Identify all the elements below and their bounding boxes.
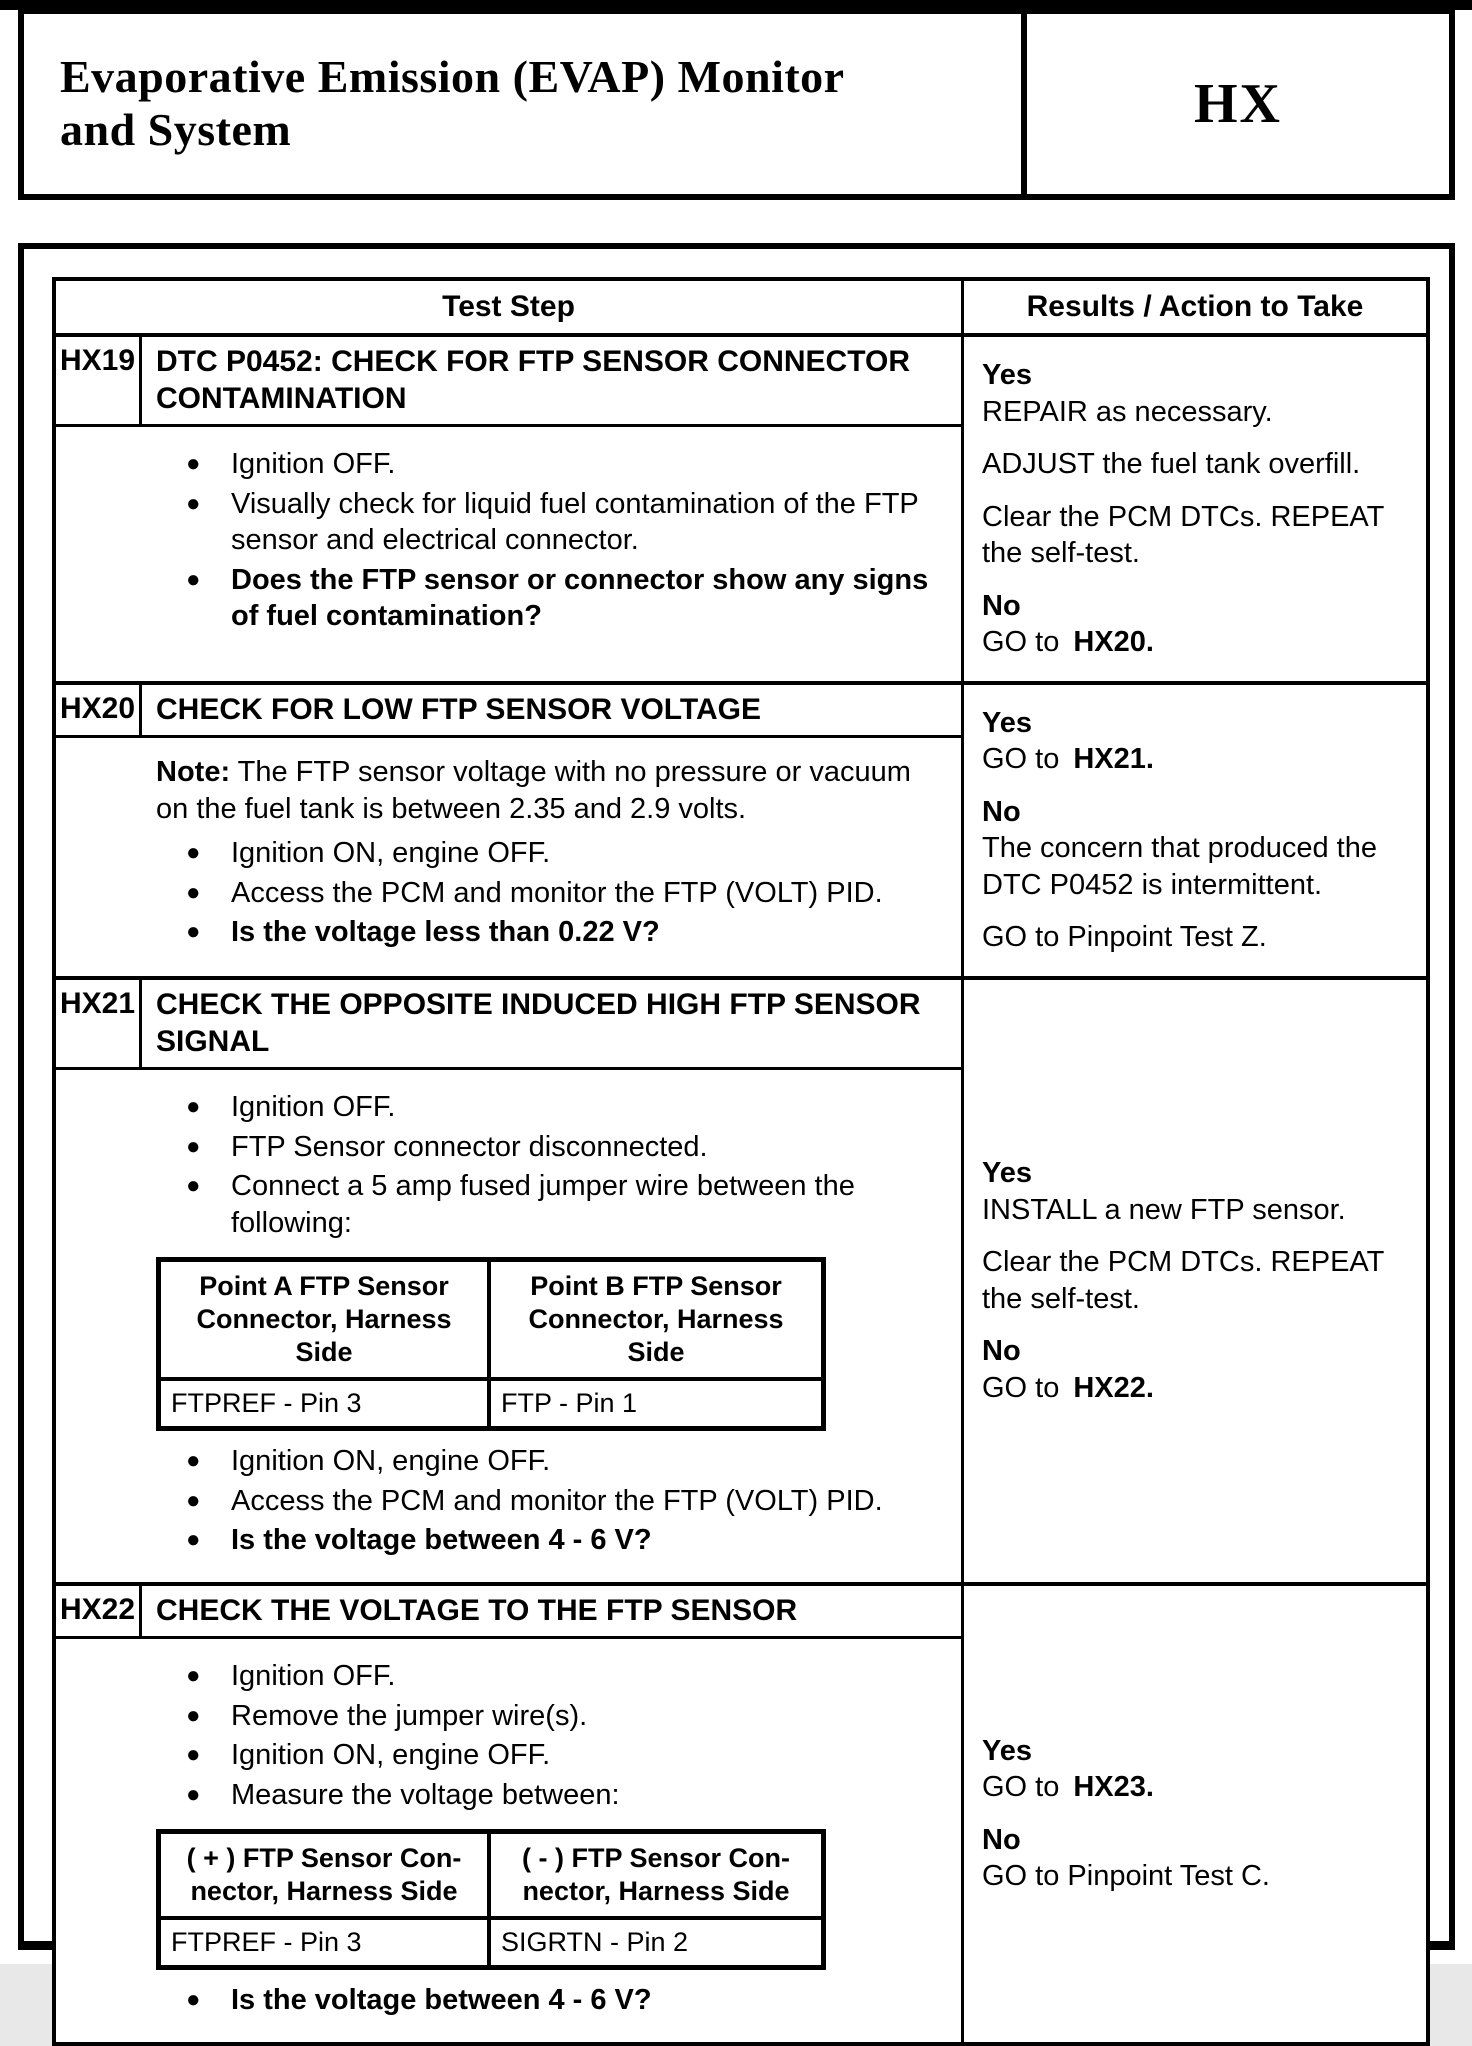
bullet-icon: ● [186, 450, 201, 478]
test-step-cell [56, 337, 964, 681]
no-label: No [982, 589, 1021, 622]
yes-result [982, 1733, 1414, 1806]
test-instructions [56, 1639, 961, 2041]
step-item: ● Measure the voltage between: [156, 1777, 945, 1814]
yes-result [982, 357, 1414, 430]
test-step-cell [56, 980, 964, 1582]
bullet-icon: ● [186, 1446, 201, 1474]
result-line: GO to Pinpoint Test C. [982, 1860, 1270, 1893]
bullet-icon: ● [186, 1662, 201, 1690]
no-label: No [982, 1823, 1021, 1856]
result-line: Clear the PCM DTCs. REPEAT the self-test. [982, 1246, 1384, 1315]
goto-line: GO to HX23. [982, 1771, 1154, 1804]
results-cell [964, 980, 1426, 1582]
no-result [982, 588, 1414, 661]
result-line: REPAIR as necessary. [982, 395, 1273, 428]
yes-result [982, 705, 1414, 778]
step-item: ● Ignition OFF. [156, 1089, 945, 1126]
voltage-positive-header: ( + ) FTP Sensor Con-nector, Harness Side [161, 1834, 491, 1916]
test-row-hx19 [56, 337, 1426, 685]
test-id: HX22 [56, 1586, 142, 1637]
results-cell [964, 1586, 1426, 2042]
page-title-cell [24, 14, 1021, 194]
bullet-icon: ● [186, 878, 201, 906]
test-title: CHECK FOR LOW FTP SENSOR VOLTAGE [156, 692, 762, 726]
jumper-col-a-header: Point A FTP Sensor Connector, Harness Side [161, 1262, 491, 1377]
test-row-hx22 [56, 1586, 1426, 2042]
bullet-icon: ● [186, 1741, 201, 1769]
test-title: CHECK THE VOLTAGE TO THE FTP SENSOR [156, 1593, 798, 1627]
voltage-measure-table [156, 1829, 826, 1970]
yes-result [982, 1155, 1414, 1228]
bullet-icon: ● [186, 565, 201, 593]
jumper-pin-b: FTP - Pin 1 [501, 1388, 638, 1419]
results-cell [964, 337, 1426, 681]
results-cell [964, 685, 1426, 976]
bullet-icon: ● [186, 1132, 201, 1160]
bullet-icon: ● [186, 1172, 201, 1200]
jumper-wire-table [156, 1257, 826, 1431]
no-label: No [982, 1335, 1021, 1368]
test-row-hx20 [56, 685, 1426, 980]
goto-line: GO to HX21. [982, 743, 1154, 776]
goto-target: HX23. [1073, 1771, 1154, 1804]
voltage-positive-pin: FTPREF - Pin 3 [161, 1920, 491, 1965]
yes-label: Yes [982, 706, 1032, 739]
bullet-icon: ● [186, 918, 201, 946]
bullet-icon: ● [186, 1780, 201, 1808]
test-title-row [56, 685, 961, 739]
result-line: The concern that produced the DTC P0452 is intermittent. [982, 832, 1377, 901]
bullet-icon: ● [186, 1701, 201, 1729]
content-frame [18, 243, 1455, 2017]
test-step-cell [56, 1586, 964, 2042]
test-id: HX20 [56, 685, 142, 736]
goto-line: GO to HX20. [982, 626, 1154, 659]
yes-label: Yes [982, 1734, 1032, 1767]
step-item: ● Access the PCM and monitor the FTP (VOLT) PID. [156, 875, 945, 912]
step-item: ● FTP Sensor connector disconnected. [156, 1129, 945, 1166]
no-result [982, 1333, 1414, 1406]
goto-target: HX20. [1073, 626, 1154, 659]
column-header-test-step: Test Step [56, 281, 964, 333]
test-id: HX19 [56, 337, 142, 424]
jumper-table-row [161, 1381, 821, 1426]
step-question: ● Does the FTP sensor or connector show any signs of fuel contamination? [156, 562, 945, 635]
pinpoint-test-table [52, 277, 1430, 2046]
step-item: ● Ignition ON, engine OFF. [156, 1443, 945, 1480]
step-item: ● Connect a 5 amp fused jumper wire between the following: [156, 1168, 945, 1241]
no-label: No [982, 795, 1021, 828]
jumper-pin-a: FTPREF - Pin 3 [161, 1381, 491, 1426]
step-item: ● Ignition ON, engine OFF. [156, 1737, 945, 1774]
bullet-icon: ● [186, 1526, 201, 1554]
result-line: Clear the PCM DTCs. REPEAT the self-test. [982, 500, 1384, 570]
result-line: INSTALL a new FTP sensor. [982, 1193, 1346, 1226]
test-instructions [56, 1070, 961, 1581]
no-result [982, 1822, 1414, 1895]
bullet-icon: ● [186, 1093, 201, 1121]
test-row-hx21 [56, 980, 1426, 1586]
result-line: ADJUST the fuel tank overfill. [982, 448, 1361, 481]
test-id: HX21 [56, 980, 142, 1067]
bullet-icon: ● [186, 489, 201, 517]
yes-label: Yes [982, 359, 1032, 391]
bullet-icon: ● [186, 1486, 201, 1514]
no-result [982, 794, 1414, 904]
step-question: ● Is the voltage less than 0.22 V? [156, 914, 945, 951]
bullet-icon: ● [186, 839, 201, 867]
note-line: Note: The FTP sensor voltage with no pressure or vacuum on the fuel tank is between 2.35 and 2.9 volts. [156, 756, 911, 825]
test-step-cell [56, 685, 964, 976]
test-instructions [56, 738, 961, 976]
test-title-row [56, 980, 961, 1070]
goto-target: HX22. [1073, 1371, 1154, 1404]
goto-line: GO to HX22. [982, 1371, 1154, 1404]
test-title: CHECK THE OPPOSITE INDUCED HIGH FTP SENSOR SIGNAL [156, 987, 921, 1058]
step-question: ● Is the voltage between 4 - 6 V? [156, 1522, 945, 1559]
step-item: ● Visually check for liquid fuel contamination of the FTP sensor and electrical connector. [156, 486, 945, 559]
test-title: DTC P0452: CHECK FOR FTP SENSOR CONNECTOR CONTAMINATION [156, 345, 910, 415]
step-question: ● Is the voltage between 4 - 6 V? [156, 1982, 945, 2019]
step-item: ● Remove the jumper wire(s). [156, 1698, 945, 1735]
voltage-negative-header: ( - ) FTP Sensor Con-nector, Harness Side [522, 1843, 790, 1907]
voltage-table-header [161, 1834, 821, 1920]
page-title: Evaporative Emission (EVAP) Monitor and System [60, 51, 844, 155]
step-item: ● Ignition ON, engine OFF. [156, 835, 945, 872]
test-code-cell [1021, 14, 1449, 194]
step-item: ● Ignition OFF. [156, 1658, 945, 1695]
goto-target: HX21. [1073, 743, 1154, 776]
test-title-row [56, 337, 961, 427]
test-instructions [56, 427, 961, 681]
yes-label: Yes [982, 1157, 1032, 1190]
pinpoint-test-code: HX [1194, 73, 1282, 135]
step-item: ● Access the PCM and monitor the FTP (VOLT) PID. [156, 1483, 945, 1520]
jumper-col-b-header: Point B FTP Sensor Connector, Harness Side [528, 1271, 784, 1368]
column-header-results: Results / Action to Take [1026, 290, 1364, 323]
bullet-icon: ● [186, 1986, 201, 2014]
step-item: ● Ignition OFF. [156, 446, 945, 483]
table-header-row [56, 281, 1426, 337]
note-label: Note: [156, 756, 231, 789]
result-line: GO to Pinpoint Test Z. [982, 921, 1267, 954]
jumper-table-header [161, 1262, 821, 1381]
voltage-table-row [161, 1920, 821, 1965]
voltage-negative-pin: SIGRTN - Pin 2 [501, 1927, 689, 1958]
page-header-box [18, 8, 1455, 200]
test-title-row [56, 1586, 961, 1640]
